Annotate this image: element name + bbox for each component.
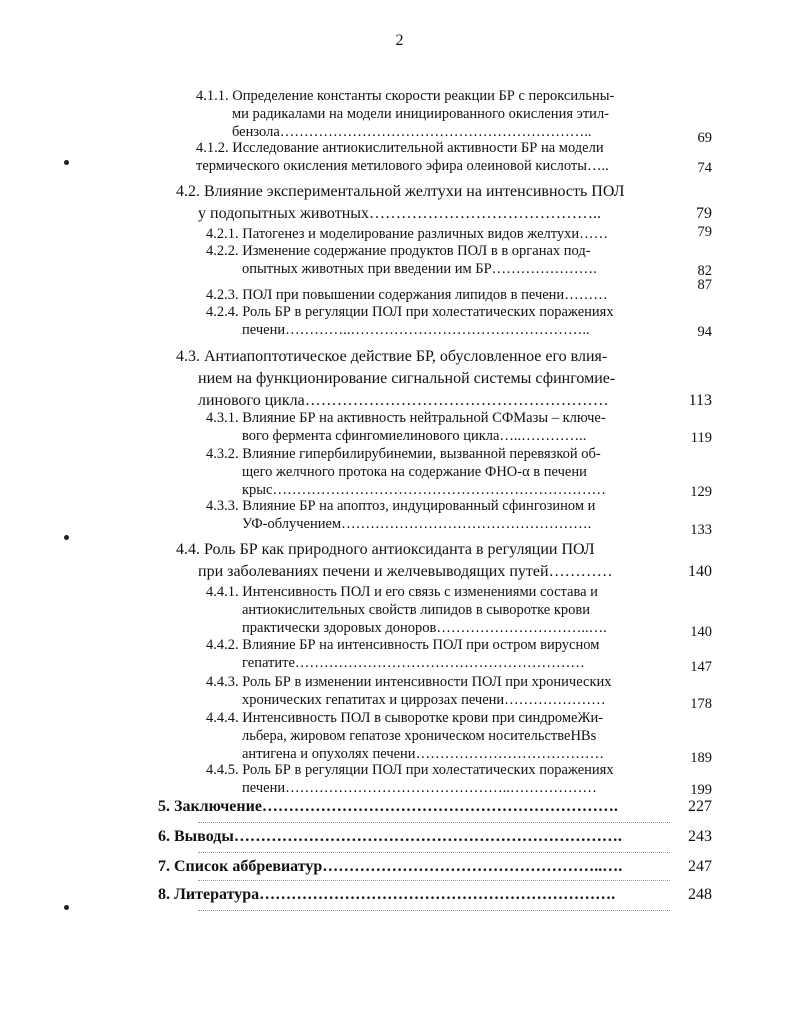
toc-entry-line: гепатите……………………………………………………	[242, 655, 585, 671]
toc-page-number: 119	[690, 430, 712, 446]
toc-entry-line: 6. Выводы……………………………………………………………….	[158, 828, 622, 845]
toc-entry-line: 5. Заключение………………………………………………………….	[158, 798, 618, 815]
toc-page-number: 87	[697, 277, 712, 293]
toc-page-number: 248	[688, 886, 712, 903]
toc-entry-line: антигена и опухолях печени…………………………………	[242, 746, 605, 762]
toc-entry-line: вого фермента сфингомиелинового цикла…..…………..	[242, 428, 587, 444]
toc-page-number: 74	[697, 160, 712, 176]
toc-entry-line: 4.2.2. Изменение содержание продуктов ПОЛ в в органах под-	[206, 243, 591, 259]
toc-page-number: 227	[688, 798, 712, 815]
toc-page-number: 69	[697, 130, 712, 146]
toc-entry-line: крыс……………………………………………………………	[242, 482, 606, 498]
toc-page-number: 243	[688, 828, 712, 845]
toc-page-number: 247	[688, 858, 712, 875]
toc-entry-line: 4.4.4. Интенсивность ПОЛ в сыворотке крови при синдромеЖи-	[206, 710, 604, 726]
toc-entry-line: 4.3.2. Влияние гипербилирубинемии, вызванной перевязкой об-	[206, 446, 601, 462]
toc-page-number: 178	[690, 696, 712, 712]
toc-entry-line: линового цикла…………………………………………………	[198, 392, 609, 409]
toc-page-number: 140	[688, 563, 712, 580]
toc-entry-line: 4.2.4. Роль БР в регуляции ПОЛ при холестатических поражениях	[206, 304, 614, 320]
toc-entry-line: практически здоровых доноров…………………………..….	[242, 620, 607, 636]
toc-page-number: 189	[690, 750, 712, 766]
toc-entry-line: антиокислительных свойств липидов в сыворотке крови	[242, 602, 591, 618]
toc-entry-line: 4.4.5. Роль БР в регуляции ПОЛ при холестатических поражениях	[206, 762, 614, 778]
separator-line	[198, 910, 670, 911]
toc-page-number: 133	[690, 522, 712, 538]
toc-entry-line: 4.4.1. Интенсивность ПОЛ и его связь с изменениями состава и	[206, 584, 598, 600]
toc-entry-line: при заболеваниях печени и желчевыводящих путей…………	[198, 563, 613, 580]
toc-entry-line: хронических гепатитах и циррозах печени…………………	[242, 692, 606, 708]
toc-entry-line: 4.1.2. Исследование антиокислительной активности БР на модели	[196, 140, 604, 156]
toc-entry-line: 4.1.1. Определение константы скорости реакции БР с пероксильны-	[196, 88, 615, 104]
toc-page-number: 113	[688, 392, 712, 409]
margin-bullet	[64, 160, 69, 165]
toc-entry-line: 4.3. Антиапоптотическое действие БР, обусловленное его влия-	[176, 348, 608, 365]
toc-entry-line: опытных животных при введении им БР………………….	[242, 261, 597, 277]
toc-entry-line: щего желчного протока на содержание ФНО-α в печени	[242, 464, 587, 480]
separator-line	[198, 822, 670, 823]
toc-entry-line: 8. Литература………………………………………………………….	[158, 886, 616, 903]
toc-entry-line: бензола………………………………………………………..	[232, 124, 592, 140]
toc-page-number: 79	[697, 224, 712, 240]
toc-entry-line: 7. Список аббревиатур……………………………………………..….	[158, 858, 623, 875]
toc-page-number: 140	[690, 624, 712, 640]
toc-entry-line: печени………………………………………..………………	[242, 780, 597, 796]
margin-bullet	[64, 535, 69, 540]
toc-entry-line: 4.4.2. Влияние БР на интенсивность ПОЛ при остром вирусном	[206, 637, 600, 653]
separator-line	[198, 880, 670, 881]
toc-entry-line: 4.4. Роль БР как природного антиоксиданта в регуляции ПОЛ	[176, 541, 595, 558]
toc-entry-line: 4.2.1. Патогенез и моделирование различных видов желтухи……	[206, 226, 609, 242]
toc-entry-line: УФ-облучением…………………………………………….	[242, 516, 592, 532]
margin-bullet	[64, 905, 69, 910]
toc-page-number: 82	[697, 263, 712, 279]
toc-entry-line: 4.3.1. Влияние БР на активность нейтральной СФМазы – ключе-	[206, 410, 606, 426]
toc-entry-line: термического окисления метилового эфира олеиновой кислоты…..	[196, 158, 609, 174]
toc-page-number: 199	[690, 782, 712, 798]
toc-page-number: 79	[696, 205, 712, 222]
toc-entry-line: печени…………..…………………………………………..	[242, 322, 590, 338]
toc-page-number: 129	[690, 484, 712, 500]
toc-entry-line: 4.2.3. ПОЛ при повышении содержания липидов в печени………	[206, 287, 608, 303]
toc-entry-line: 4.4.3. Роль БР в изменении интенсивности ПОЛ при хронических	[206, 674, 612, 690]
toc-entry-line: ми радикалами на модели инициированного окисления этил-	[232, 106, 610, 122]
toc-entry-line: у подопытных животных……………………………………..	[198, 205, 602, 222]
page-number: 2	[395, 32, 404, 49]
toc-entry-line: 4.2. Влияние экспериментальной желтухи на интенсивность ПОЛ	[176, 183, 625, 200]
separator-line	[198, 852, 670, 853]
toc-entry-line: нием на функционирование сигнальной системы сфингомие-	[198, 370, 616, 387]
toc-entry-line: льбера, жировом гепатозе хроническом носительствеHBs	[242, 728, 597, 744]
toc-page-number: 94	[697, 324, 712, 340]
toc-page-number: 147	[690, 659, 712, 675]
toc-entry-line: 4.3.3. Влияние БР на апоптоз, индуцированный сфингозином и	[206, 498, 596, 514]
